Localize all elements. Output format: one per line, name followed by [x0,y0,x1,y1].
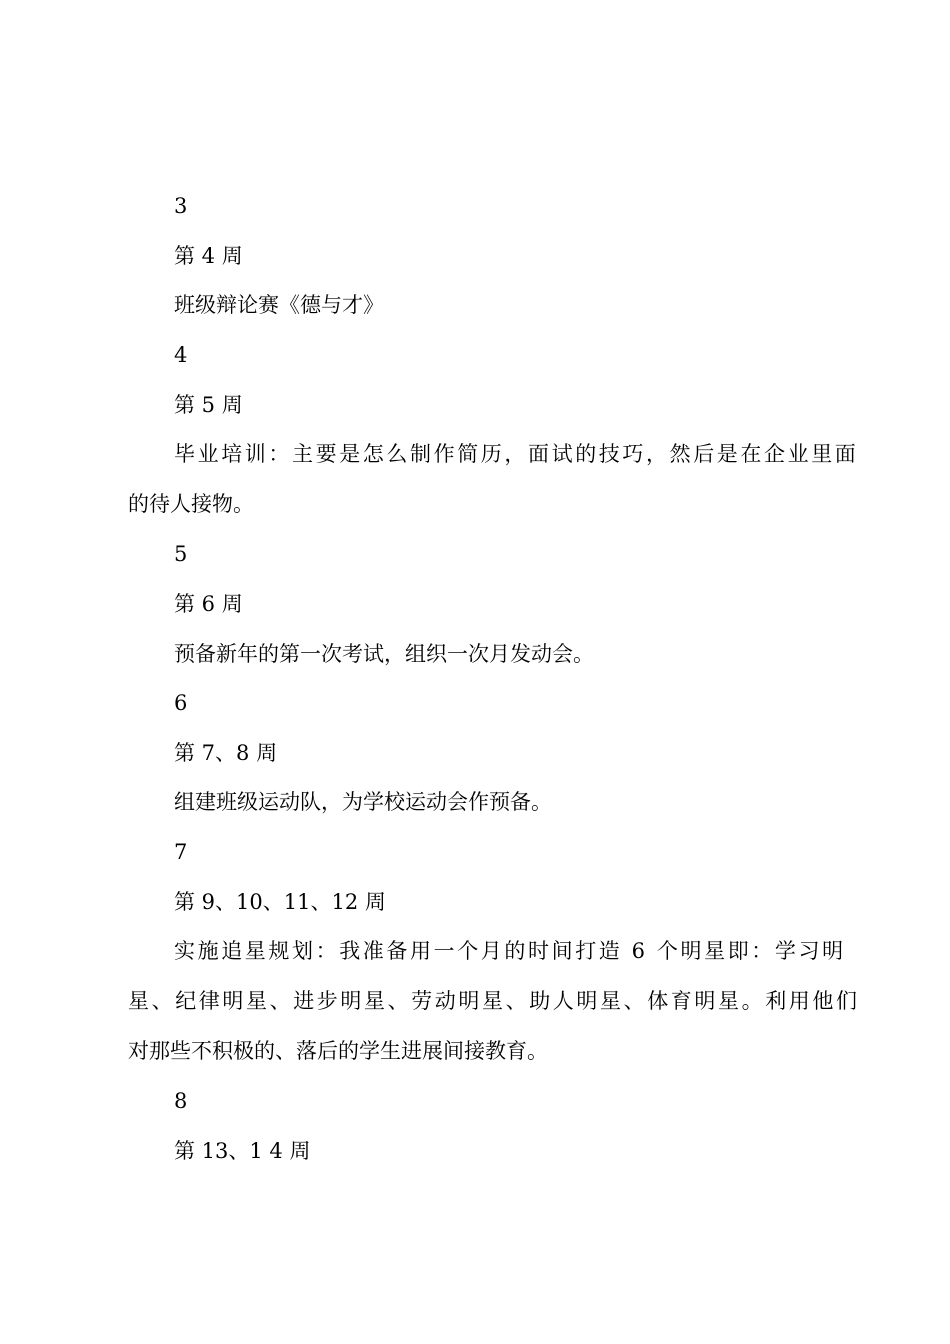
week-label: 第 5 周 [174,393,243,417]
week-label: 第 6 周 [174,592,243,616]
activity-text: 班级辩论赛《德与才》 [174,293,384,317]
item-number: 5 [174,542,188,566]
item-number: 8 [174,1089,188,1113]
item-number: 6 [174,691,188,715]
week-label: 第 13、1 4 周 [174,1139,311,1163]
activity-text: 对那些不积极的、落后的学生进展间接教育。 [128,1039,548,1063]
activity-text: 的待人接物。 [128,492,254,516]
week-label: 第 7、8 周 [174,741,278,765]
activity-text: 星、纪律明星、进步明星、劳动明星、助人明星、体育明星。利用他们 [128,989,860,1013]
item-number: 3 [174,194,188,218]
week-label: 第 4 周 [174,244,243,268]
activity-text: 实施追星规划：我准备用一个月的时间打造 6 个明星即：学习明 [174,939,846,963]
activity-text: 组建班级运动队，为学校运动会作预备。 [174,790,552,814]
activity-text: 预备新年的第一次考试，组织一次月发动会。 [174,642,594,666]
item-number: 4 [174,343,188,367]
activity-text: 毕业培训：主要是怎么制作简历，面试的技巧，然后是在企业里面 [174,442,859,466]
week-label: 第 9、10、11、12 周 [174,890,386,914]
item-number: 7 [174,840,188,864]
